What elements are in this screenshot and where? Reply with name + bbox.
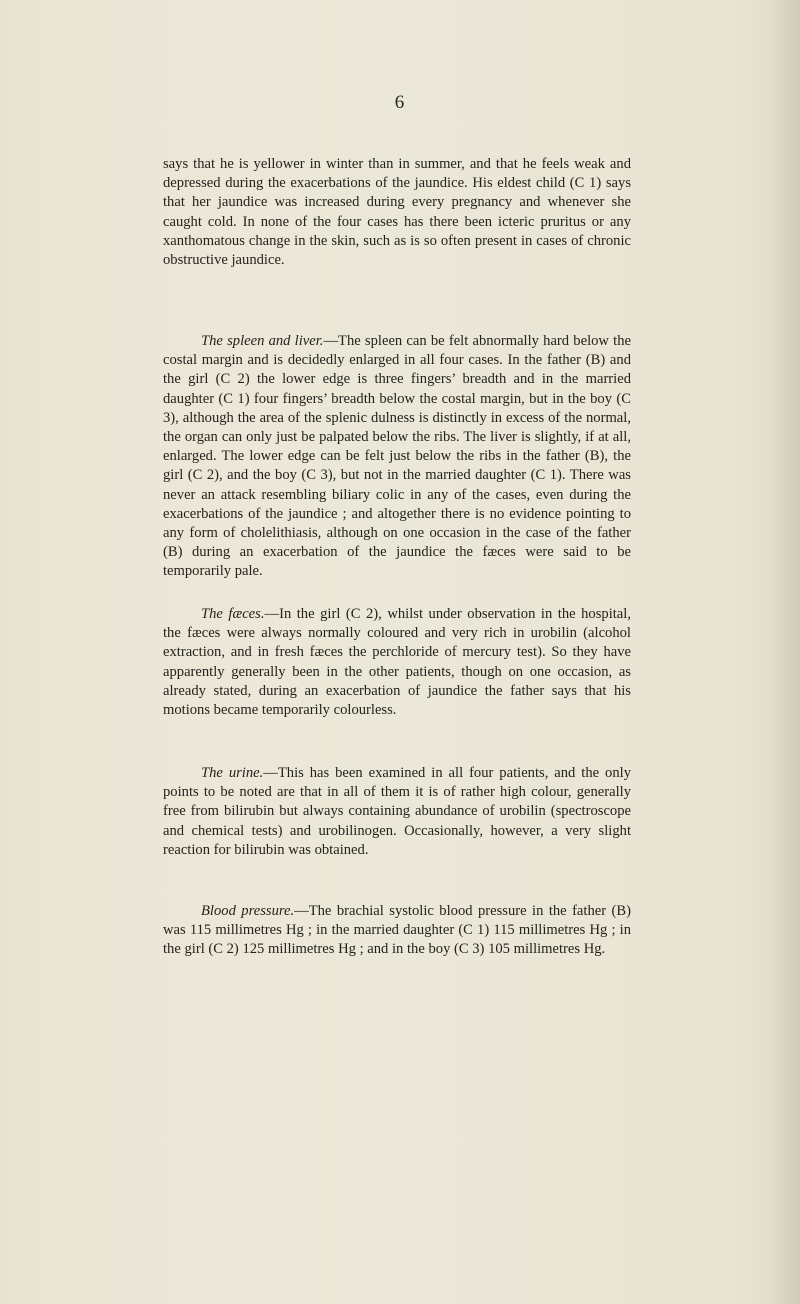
section-heading: The spleen and liver. [201, 333, 324, 349]
paragraph-text: —In the girl (C 2), whilst under observation in the hospital, the fæces were always normally coloured and very rich in urobilin (alcohol extraction, and in fresh fæces the perchloride of mercury test). So they have apparently generally been in the other patients, though on one occasion, as already stated, during an exacerbation of jaundice the father says that his motions became temporarily colourless. [163, 606, 631, 719]
paragraph-faeces [163, 605, 631, 720]
paragraph-text: —The spleen can be felt abnormally hard below the costal margin and is decidedly enlarged in all four cases. In the father (B) and the girl (C 2) the lower edge is three fingers’ breadth and in the married daughter (C 1) four fingers’ breadth below the costal margin, but in the boy (C 3), although the area of the splenic dulness is distinctly in excess of the normal, the organ can only just be palpated below the ribs. The liver is slightly, if at all, enlarged. The lower edge can be felt just below the ribs in the father (B), the girl (C 2), and the boy (C 3), but not in the married daughter (C 1). There was never an attack resembling biliary colic in any of the cases, even during the exacerbations of the jaundice ; and altogether there is no evidence pointing to any form of cholelithiasis, although on one occasion in the case of the father (B) during an exacerbation of the jaundice the fæces were said to be temporarily pale. [163, 333, 631, 580]
section-heading: The fæces. [201, 606, 265, 622]
paragraph-blood-pressure [163, 902, 631, 960]
paragraph-text: says that he is yellower in winter than in summer, and that he feels weak and depressed during the exacerbations of the jaundice. His eldest child (C 1) says that her jaundice was increased during every pregnancy and whenever she caught cold. In none of the four cases has there been icteric pruritus or any xanthomatous change in the skin, such as is so often present in cases of chronic obstructive jaundice. [163, 156, 631, 269]
paragraph-continuation [163, 155, 631, 270]
paragraph-urine [163, 764, 631, 860]
section-heading: Blood pressure. [201, 903, 295, 919]
paragraph-spleen-liver [163, 332, 631, 582]
paragraph-text: —This has been examined in all four patients, and the only points to be noted are that in all of them it is of rather high colour, generally free from bilirubin but always containing abundance of urobilin (spectroscope and chemical tests) and urobilinogen. Occasionally, however, a very slight reaction for bilirubin was obtained. [163, 765, 631, 858]
section-heading: The urine. [201, 765, 264, 781]
paragraph-text: —The brachial systolic blood pressure in the father (B) was 115 millimetres Hg ; in the married daughter (C 1) 115 millimetres Hg ; in the girl (C 2) 125 millimetres Hg ; and in the boy (C 3) 105 millimetres Hg. [163, 903, 631, 958]
page-edge-shadow [772, 0, 800, 1304]
page-number: 6 [394, 92, 406, 113]
